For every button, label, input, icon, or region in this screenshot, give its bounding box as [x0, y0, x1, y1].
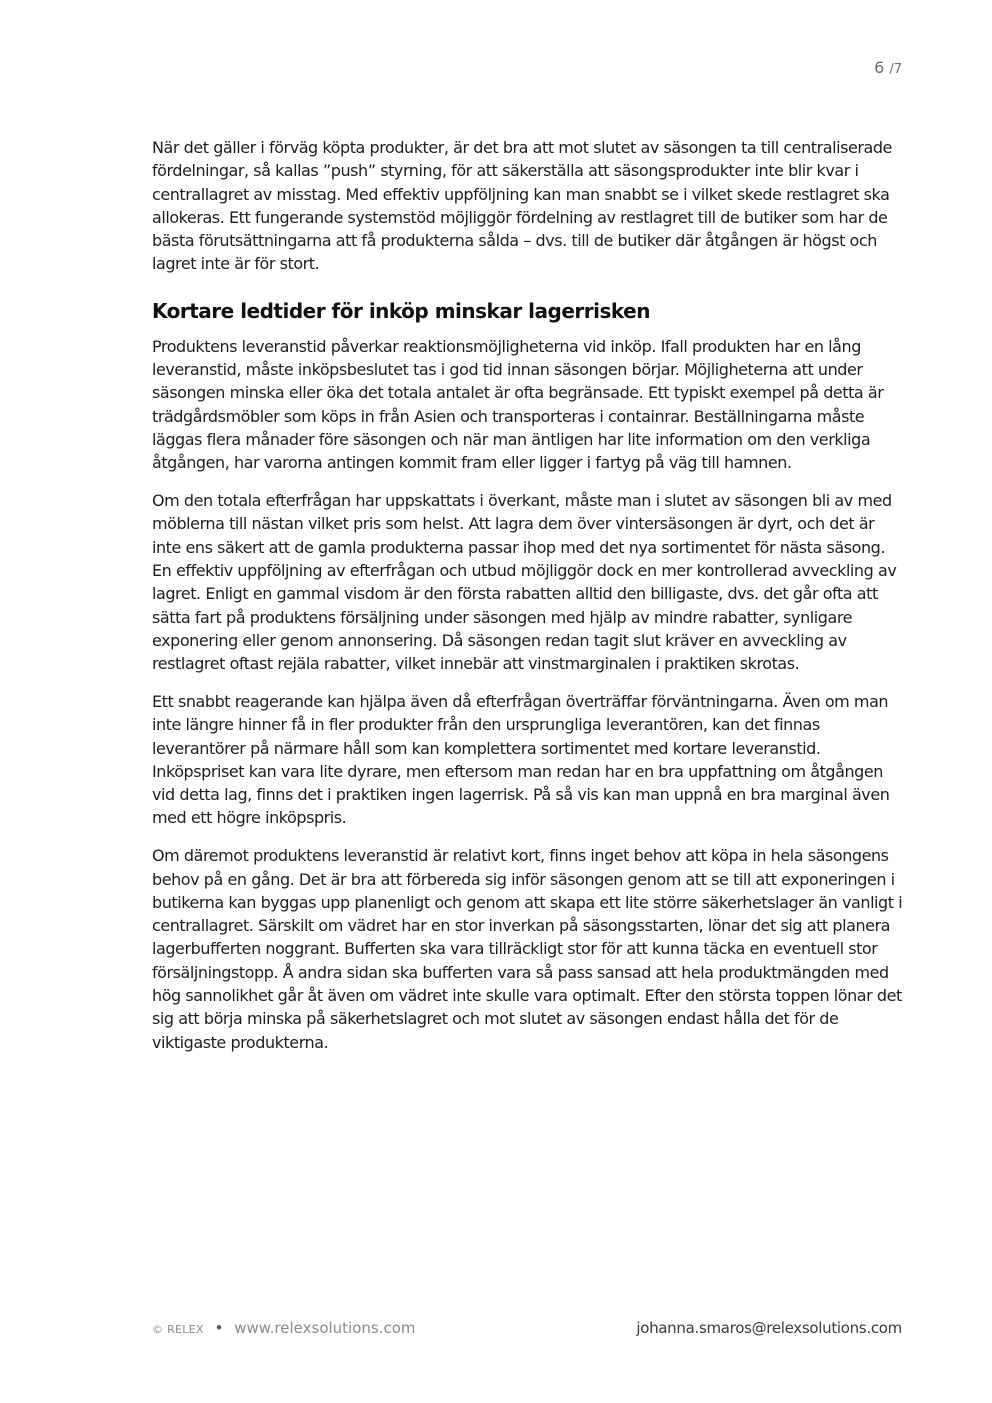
email-link[interactable]: johanna.smaros@relexsolutions.com [636, 1319, 902, 1337]
paragraph-fast-reaction: Ett snabbt reagerande kan hjälpa även då efterfrågan överträffar förväntningarna. Även om man inte längre hinner få in fler produkter från den ursprungliga leverantören, kan det finnas leverantörer på närmare håll som kan komplettera sortimentet med kortare leveranstid. Inköpspriset kan vara lite dyrare, men eftersom man redan har en bra uppfattning om åtgången vid detta lag, finns det i praktiken ingen lagerrisk. På så vis kan man uppnå en bra marginal även med ett högre inköpspris. [152, 691, 890, 828]
copyright-label: © RELEX [152, 1323, 204, 1336]
paragraph-push-control: När det gäller i förväg köpta produkter, är det bra att mot slutet av säsongen ta till centraliserade fördelningar, så kallas ”push” styrning, för att säkerställa att säsongsprodukter inte blir kvar i centrallagret av misstag. Med effektiv uppföljning kan man snabbt se i vilket skede restlagret ska allokeras. Ett fungerande systemstöd möjliggör fördelning av restlagret till de butiker som har de bästa förutsättningarna att få produkterna sålda – dvs. till de butiker där åtgången är högst och lagret inte är för stort. [152, 138, 892, 274]
bullet-separator: • [214, 1319, 224, 1337]
footer-left [152, 1319, 416, 1337]
page-current: 6 [874, 58, 885, 77]
paragraph-short-lead-time: Om däremot produktens leveranstid är relativt kort, finns inget behov att köpa in hela säsongens behov på en gång. Det är bra att förbereda sig inför säsongen genom att se till att exponeringen i butikerna kan byggas upp planenligt och genom att skapa ett lite större säkerhetslager än vanligt i centrallagret. Särskilt om vädret har en stor inverkan på säsongsstarten, lönar det sig att planera lagerbufferten noggrant. Bufferten ska vara tillräckligt stor för att kunna täcka en eventuell stor försäljningstopp. Å andra sidan ska bufferten vara så pass sansad att hela produktmängden med hög sannolikhet går åt även om vädret inte skulle vara optimalt. Efter den största toppen lönar det sig att börja minska på säkerhetslagret och mot slutet av säsongen endast hålla det för de viktigaste produkterna. [152, 846, 903, 1052]
website-link[interactable]: www.relexsolutions.com [234, 1319, 416, 1337]
document-body [152, 136, 904, 1068]
paragraph-lead-time: Produktens leveranstid påverkar reaktionsmöjligheterna vid inköp. Ifall produkten har en lång leveranstid, måste inköpsbeslutet tas i god tid innan säsongen börjar. Möjligheterna att under säsongen minska eller öka det totala antalet är ofta begränsade. Ett typiskt exempel på detta är trädgårdsmöbler som köps in från Asien och transporteras i containrar. Beställningarna måste läggas flera månader före säsongen och när man äntligen har lite information om den verkliga åtgången, har varorna antingen kommit fram eller ligger i fartyg på väg till hamnen. [152, 336, 884, 473]
page-total: /7 [889, 62, 902, 77]
page-number [874, 58, 902, 77]
section-heading: Kortare ledtider för inköp minskar lagerrisken [152, 298, 650, 323]
paragraph-overestimate: Om den totala efterfrågan har uppskattats i överkant, måste man i slutet av säsongen bli av med möblerna till nästan vilket pris som helst. Att lagra dem över vintersäsongen är dyrt, och det är inte ens säkert att de gamla produkterna passar ihop med det nya sortimentet för nästa säsong. En effektiv uppföljning av efterfrågan och utbud möjliggör dock en mer kontrollerad avveckling av lagret. Enligt en gammal visdom är den första rabatten alltid den billigaste, dvs. det går ofta att sätta fart på produktens försäljning under säsongen med hjälp av mindre rabatter, synligare exponering eller genom annonsering. Då säsongen redan tagit slut kräver en avveckling av restlagret oftast rejäla rabatter, vilket innebär att vinstmarginalen i praktiken skrotas. [152, 491, 897, 674]
